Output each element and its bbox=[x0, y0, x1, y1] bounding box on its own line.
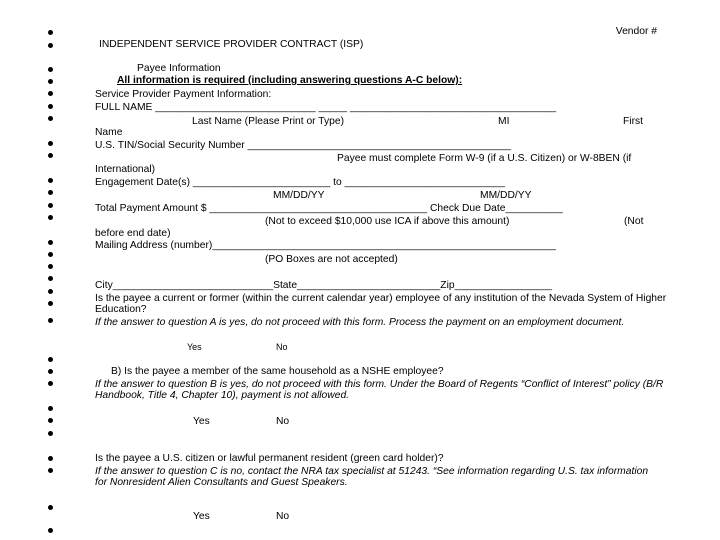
question-b-yes[interactable]: Yes bbox=[193, 416, 210, 427]
city-state-zip-field[interactable]: City____________________________State_________________________Zip_________________ bbox=[95, 280, 552, 291]
bullet bbox=[48, 240, 53, 245]
bullet bbox=[48, 468, 53, 473]
question-a-no[interactable]: No bbox=[276, 342, 288, 352]
bullet bbox=[48, 264, 53, 269]
question-a-note: If the answer to question A is yes, do not proceed with this form. Process the payment on an employment document. bbox=[95, 317, 625, 328]
question-a-yes[interactable]: Yes bbox=[187, 342, 202, 352]
name-label-cont: Name bbox=[95, 127, 123, 138]
not-exceed-note: (Not to exceed $10,000 use ICA if above this amount) bbox=[265, 216, 510, 227]
vendor-number-label: Vendor # bbox=[615, 26, 657, 37]
bullet bbox=[48, 116, 53, 121]
bullet bbox=[48, 141, 53, 146]
bullet bbox=[48, 406, 53, 411]
bullet bbox=[48, 456, 53, 461]
not-exceed-note-cont: before end date) bbox=[95, 228, 171, 239]
bullet bbox=[48, 91, 53, 96]
question-b-note: If the answer to question B is yes, do not proceed with this form. Under the Board of Regents “Conflict of Interest” policy (B/R Handbook, Title 4, Chapter 10), payment is not allowed. bbox=[95, 379, 664, 401]
bullet bbox=[48, 190, 53, 195]
question-c-note: If the answer to question C is no, contact the NRA tax specialist at 51243. “See information regarding U.S. tax information for Nonresident Alien Consultants and Guest Speakers. bbox=[95, 466, 649, 488]
bullet bbox=[48, 289, 53, 294]
engagement-dates-field[interactable]: Engagement Date(s) ________________________ to ____________________________ bbox=[95, 177, 505, 188]
bullet bbox=[48, 67, 53, 72]
bullet bbox=[48, 357, 53, 362]
bullet bbox=[48, 79, 53, 84]
mailing-address-field[interactable]: Mailing Address (number)____________________________________________________________ bbox=[95, 240, 556, 251]
form-title: INDEPENDENT SERVICE PROVIDER CONTRACT (ISP) bbox=[99, 39, 364, 50]
bullet bbox=[48, 431, 53, 436]
bullet bbox=[48, 203, 53, 208]
tin-field[interactable]: U.S. TIN/Social Security Number ______________________________________________ bbox=[95, 140, 512, 151]
date-format-start: MM/DD/YY bbox=[273, 190, 325, 201]
bullet bbox=[48, 418, 53, 423]
w9-note: Payee must complete Form W-9 (if a U.S. Citizen) or W-8BEN (if bbox=[337, 153, 632, 164]
date-format-end: MM/DD/YY bbox=[480, 190, 532, 201]
w9-note-cont: International) bbox=[95, 164, 156, 175]
bullet bbox=[48, 215, 53, 220]
bullet bbox=[48, 43, 53, 48]
bullet bbox=[48, 153, 53, 158]
bullet bbox=[48, 528, 53, 533]
question-b-text: B) Is the payee a member of the same household as a NSHE employee? bbox=[111, 366, 444, 377]
bullet bbox=[48, 178, 53, 183]
bullet bbox=[48, 276, 53, 281]
payment-info-label: Service Provider Payment Information: bbox=[95, 89, 272, 100]
total-payment-field[interactable]: Total Payment Amount $ ______________________________________ Check Due Date__________ bbox=[95, 203, 563, 214]
question-c-no[interactable]: No bbox=[276, 511, 290, 522]
last-name-label: Last Name (Please Print or Type) bbox=[192, 116, 345, 127]
po-box-note: (PO Boxes are not accepted) bbox=[265, 254, 398, 265]
first-name-label: First bbox=[623, 116, 644, 127]
not-exceed-note-end: (Not bbox=[624, 216, 644, 227]
question-c-text: Is the payee a U.S. citizen or lawful permanent resident (green card holder)? bbox=[95, 453, 444, 464]
bullet bbox=[48, 30, 53, 35]
bullet bbox=[48, 505, 53, 510]
bullet bbox=[48, 369, 53, 374]
question-a-text: Is the payee a current or former (within the current calendar year) employee of any institution of the Nevada System of Higher Education? bbox=[95, 293, 667, 315]
bullet bbox=[48, 104, 53, 109]
bullet bbox=[48, 381, 53, 386]
question-b-no[interactable]: No bbox=[276, 416, 290, 427]
mi-label: MI bbox=[498, 116, 510, 127]
bullet bbox=[48, 301, 53, 306]
required-note: All information is required (including answering questions A-C below): bbox=[117, 75, 463, 86]
bullet bbox=[48, 252, 53, 257]
section-title-payee: Payee Information bbox=[137, 63, 221, 74]
bullet bbox=[48, 318, 53, 323]
question-c-yes[interactable]: Yes bbox=[193, 511, 210, 522]
full-name-field[interactable]: FULL NAME ____________________________ _____ ____________________________________ bbox=[95, 102, 557, 113]
